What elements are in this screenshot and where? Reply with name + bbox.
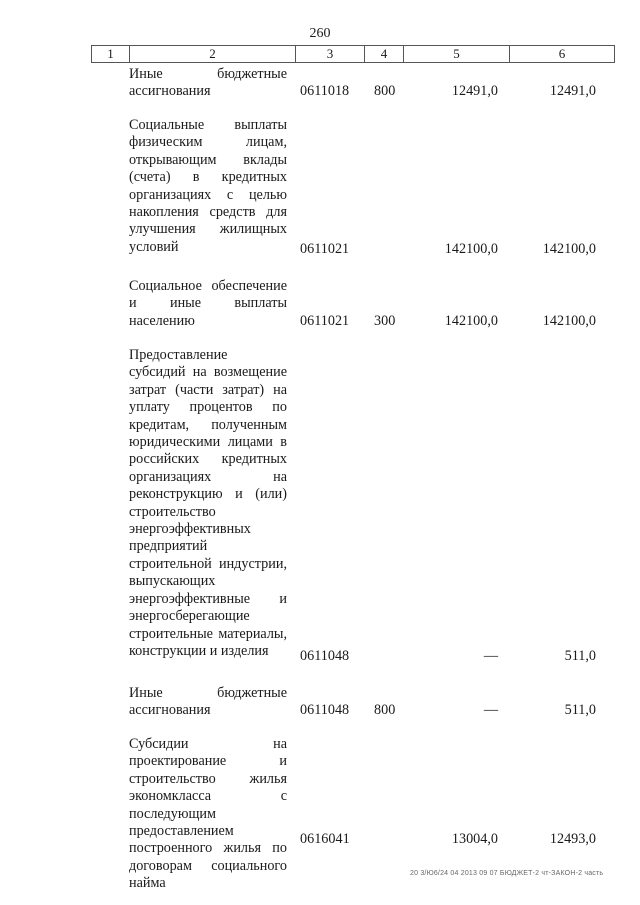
table-row [0,278,640,332]
row-value-5: — [483,648,498,664]
row-description: Социальные выплаты физическим лицам, открывающим вклады (счета) в кредитных организациях с целью накопления средств для улучшения жилищных условий [129,117,287,255]
table-row [0,66,640,102]
column-header-5: 5 [404,46,510,62]
column-header-2: 2 [130,46,296,62]
row-description: Социальное обеспечение и иные выплаты населению [129,278,287,329]
row-value-5: — [483,702,498,718]
row-value-6: 511,0 [564,648,596,664]
page-number: 260 [309,26,331,41]
row-value-6: 142100,0 [542,313,596,329]
row-code: 0611048 [300,648,350,664]
table-row [0,347,640,667]
column-header-3: 3 [296,46,365,62]
row-code: 0611048 [300,702,350,718]
row-code: 0611021 [300,313,350,329]
row-code: 0611018 [300,83,350,99]
row-expense-type: 800 [374,83,396,99]
row-description: Субсидии на проектирование и строительство жилья экономкласса с последующим предоставлением построенного жилья по договорам социального найма [129,736,287,892]
table-row [0,685,640,721]
row-description: Предоставление субсидий на возмещение затрат (части затрат) на уплату процентов по кредитам, полученным юридическими лицами в российских кредитных организациях на реконструкцию и (или) строительство энергоэффективных предприятий строительной индустрии, выпускающих энергоэффективные и энергосберегающие строительные материалы, конструкции и изделия [129,347,287,659]
row-description: Иные бюджетные ассигнования [129,685,287,719]
row-value-5: 142100,0 [444,241,498,257]
row-value-6: 142100,0 [542,241,596,257]
column-header-1: 1 [92,46,130,62]
column-header-4: 4 [365,46,404,62]
row-value-5: 12491,0 [451,83,498,99]
table-header [91,45,615,63]
row-expense-type: 800 [374,702,396,718]
row-value-6: 12493,0 [549,831,596,847]
row-value-6: 511,0 [564,702,596,718]
row-value-5: 142100,0 [444,313,498,329]
row-value-5: 13004,0 [451,831,498,847]
column-header-6: 6 [558,46,566,61]
table-row [0,117,640,262]
document-footer: 20 3/Ю6/24 04 2013 09 07 БЮДЖЕТ-2 чт-ЗАКОН-2 часть [410,870,604,877]
row-description: Иные бюджетные ассигнования [129,66,287,100]
row-code: 0616041 [300,831,350,847]
row-expense-type: 300 [374,313,396,329]
row-value-6: 12491,0 [549,83,596,99]
row-code: 0611021 [300,241,350,257]
